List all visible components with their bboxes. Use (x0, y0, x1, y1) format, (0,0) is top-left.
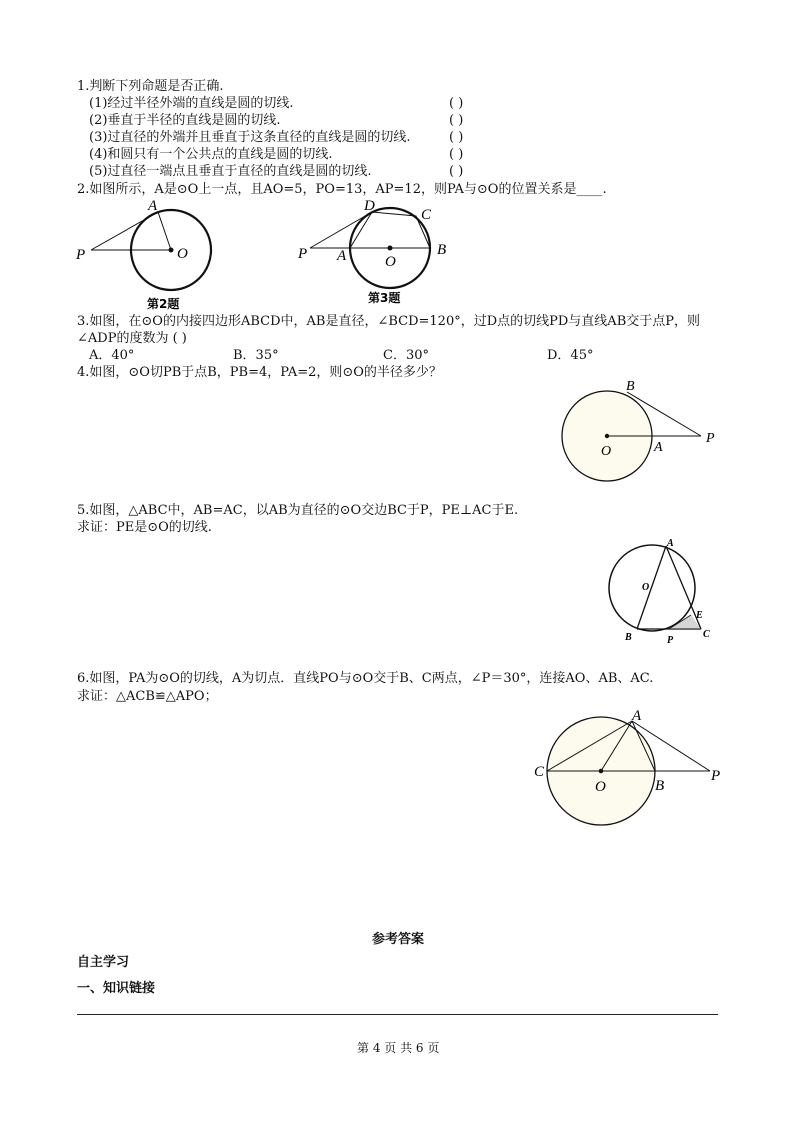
q3-option-b: B．35° (233, 348, 279, 363)
q4-label-a: A (654, 440, 663, 455)
q5-figure (605, 533, 725, 647)
divider-line (77, 1014, 718, 1015)
q1-item-1: (1)经过半径外端的直线是圆的切线. (89, 96, 294, 111)
q1-blank-3: ( ) (449, 130, 464, 145)
q1-blank-2: ( ) (449, 113, 464, 128)
q5-stem: 5.如图，△ABC中，AB=AC，以AB为直径的⊙O交边BC于P，PE⊥AC于E. (77, 503, 519, 518)
q1-stem: 1.判断下列命题是否正确. (77, 79, 224, 94)
q5-label-e: E (696, 610, 703, 621)
q3-label-o: O (385, 254, 396, 270)
q3-caption: 第3题 (368, 291, 401, 305)
answers-title: 参考答案 (372, 932, 425, 947)
q5-prove: 求证：PE是⊙O的切线. (77, 520, 212, 535)
q3-stem-line1: 3.如图，在⊙O的内接四边形ABCD中，AB是直径，∠BCD=120°，过D点的切线PD与直线AB交于点P，则 (77, 314, 700, 329)
q3-option-c: C．30° (383, 348, 429, 363)
q6-label-c: C (534, 764, 545, 780)
q2-center-dot (169, 248, 174, 253)
q1-blank-5: ( ) (449, 164, 464, 179)
q4-center-dot (605, 434, 609, 438)
q3-label-c: C (421, 207, 432, 223)
q6-label-b: B (655, 778, 665, 794)
q6-center-dot (599, 769, 604, 774)
q3-stem-line2: ∠ADP的度数为 ( ) (77, 331, 187, 346)
q6-stem: 6.如图，PA为⊙O的切线，A为切点．直线PO与⊙O交于B、C两点，∠P＝30°，连接AO、AB、AC. (77, 671, 654, 686)
q2-label-a: A (148, 198, 158, 214)
q2-figure (70, 196, 220, 314)
q3-label-a: A (337, 248, 347, 264)
q6-label-p: P (711, 768, 721, 784)
q2-label-p: P (76, 247, 86, 263)
q6-figure (528, 700, 733, 830)
q1-item-5: (5)过直径一端点且垂直于直径的直线是圆的切线. (89, 164, 372, 179)
q2-label-o: O (177, 246, 188, 262)
q5-label-c: C (703, 629, 710, 640)
q5-label-b: B (625, 632, 632, 643)
q6-prove: 求证：△ACB≌△APO； (77, 689, 218, 704)
q4-figure (556, 378, 726, 490)
q3-label-p: P (298, 246, 308, 262)
q4-label-p: P (706, 431, 715, 446)
q4-label-o: O (601, 444, 612, 459)
q5-label-a: A (667, 538, 674, 549)
q3-option-d: D．45° (547, 348, 594, 363)
q3-label-d: D (364, 198, 375, 214)
q2-caption: 第2题 (147, 297, 180, 311)
q3-option-a: A．40° (89, 348, 135, 363)
q3-label-b: B (437, 242, 447, 258)
q2-stem: 2.如图所示，A是⊙O上一点，且AO=5，PO=13，AP=12，则PA与⊙O的位置关系是____. (77, 182, 607, 197)
q3-figure (292, 196, 462, 310)
q6-label-o: O (595, 779, 606, 795)
q1-item-4: (4)和圆只有一个公共点的直线是圆的切线. (89, 147, 333, 162)
q1-item-3: (3)过直径的外端并且垂直于这条直径的直线是圆的切线. (89, 130, 411, 145)
q1-blank-4: ( ) (449, 147, 464, 162)
q1-item-2: (2)垂直于半径的直线是圆的切线. (89, 113, 281, 128)
answers-section-2: 一、知识链接 (77, 981, 156, 996)
q4-stem: 4.如图，⊙O切PB于点B，PB=4，PA=2，则⊙O的半径多少？ (77, 365, 442, 380)
q4-label-b: B (626, 379, 635, 394)
page-footer: 第 4 页 共 6 页 (357, 1041, 440, 1055)
answers-section-1: 自主学习 (77, 955, 130, 970)
q5-label-p: P (667, 635, 674, 646)
q5-label-o: O (642, 582, 650, 593)
q1-blank-1: ( ) (449, 96, 464, 111)
q6-label-a: A (632, 708, 642, 724)
q3-center-dot (388, 246, 393, 251)
